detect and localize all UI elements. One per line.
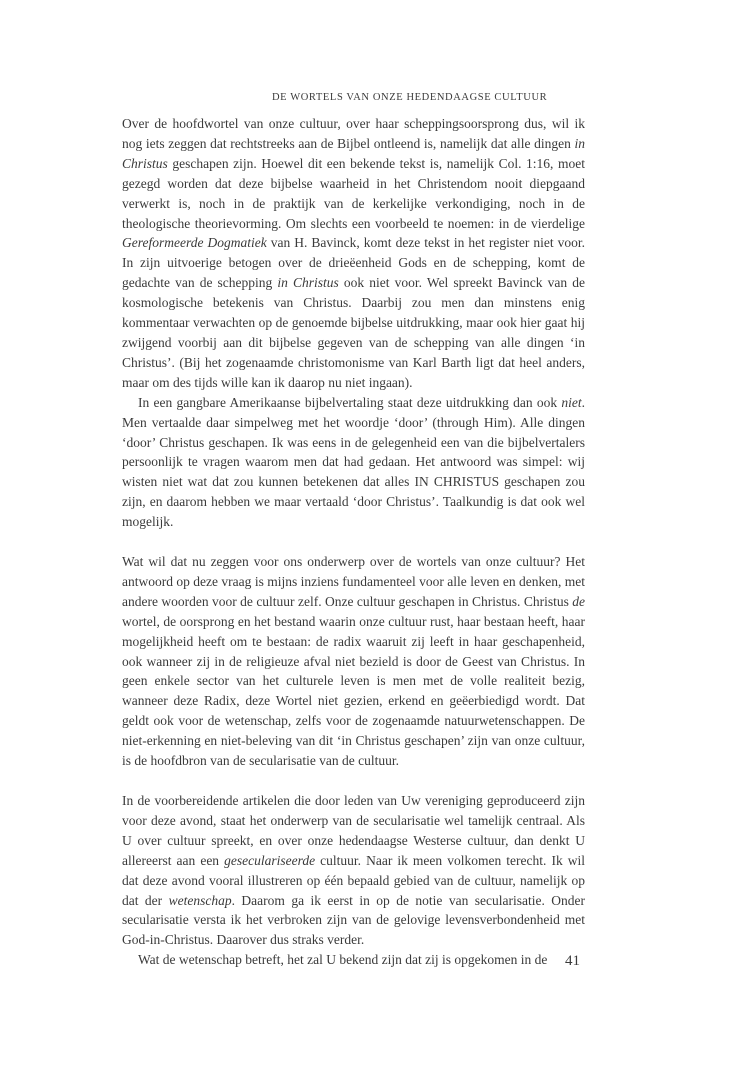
italic-text: in Christus	[277, 275, 339, 291]
text-run: In een gangbare Amerikaanse bijbelvertaling staat deze uitdrukking dan ook	[138, 394, 562, 410]
text-run: geschapen zijn. Hoewel dit een bekende tekst is, namelijk Col. 1:16, moet gezegd worden dat deze bijbelse waarheid in het Christendom nooit diepgaand verwerkt is, noch in de praktijk van de kerkelijke verkondiging, noch in de theologische theorievorming. Om slechts een voorbeeld te noemen: in de vierdelige	[122, 155, 585, 231]
italic-text: de	[572, 593, 585, 609]
page-number: 41	[565, 953, 580, 969]
paragraph-2	[122, 393, 585, 532]
text-run: Wat de wetenschap betreft, het zal U bekend zijn dat zij is opgekomen in de	[138, 952, 548, 968]
italic-text: wetenschap	[168, 892, 232, 908]
text-run: wortel, de oorsprong en het bestand waarin onze cultuur rust, haar bestaan heeft, haar mogelijkheid heeft om te bestaan: de radix waaruit zij leeft in haar geschapenheid, ook wanneer zij in de religieuze afval niet bezield is door de Geest van Christus. In geen enkele sector van het culturele leven is men met de volle realiteit bezig, wanneer deze Radix, deze Wortel niet gezien, erkend en geëerbiedigd wordt. Dat geldt ook voor de wetenschap, zelfs voor de zogenaamde natuurwetenschappen. De niet-erkenning en niet-beleving van dit ‘in Christus geschapen’ zijn van onze cultuur, is de hoofdbron van de secularisatie van de cultuur.	[122, 613, 585, 769]
text-run: . Daarom ga ik eerst in op de notie van secularisatie. Onder secularisatie versta ik het verbroken zijn van de gelovige levensverbondenheid met God-in-Christus. Daarover dus straks verder.	[122, 892, 586, 948]
body-text	[122, 114, 585, 970]
italic-text: niet	[561, 394, 582, 410]
running-header: DE WORTELS VAN ONZE HEDENDAAGSE CULTUUR	[272, 92, 548, 103]
paragraph-3	[122, 552, 585, 771]
italic-text: in Christus	[122, 135, 585, 171]
text-run: Wat wil dat nu zeggen voor ons onderwerp over de wortels van onze cultuur? Het antwoord op deze vraag is mijns inziens fundamenteel voor alle leven en denken, met andere woorden voor de cultuur zelf. Onze cultuur geschapen in Christus. Christus	[122, 554, 585, 609]
italic-text: Gereformeerde Dogmatiek	[122, 235, 267, 251]
text-run: In de voorbereidende artikelen die door leden van Uw vereniging geproduceerd zijn voor deze avond, staat het onderwerp van de secularisatie wel tamelijk centraal. Als U over cultuur spreekt, en over onze hedendaagse Westerse cultuur, dan denkt U allereerst aan een	[122, 793, 585, 868]
italic-text: geseculariseerde	[224, 852, 316, 868]
text-run: Over de hoofdwortel van onze cultuur, over haar scheppingsoorsprong dus, wil ik nog iets zeggen dat rechtstreeks aan de Bijbel ontleend is, namelijk dat alle dingen	[122, 116, 585, 151]
text-run: ook niet voor. Wel spreekt Bavinck van de kosmologische betekenis van Christus. Daarbij zou men dan minstens enig kommentaar verwachten op de genoemde bijbelse uitdrukking, maar ook hier gaat hij zwijgend voorbij aan dit bijbelse gegeven van de schepping van alle dingen ‘in Christus’. (Bij het zogenaamde christomonisme van Karl Barth ligt dat heel anders, maar om des tijds wille kan ik daarop nu niet ingaan).	[122, 275, 585, 390]
paragraph-1	[122, 114, 585, 393]
text-run: van H. Bavinck, komt deze tekst in het register niet voor. In zijn uitvoerige betogen over de drieëenheid Gods en de schepping, komt de gedachte van de schepping	[122, 235, 585, 291]
paragraph-4	[122, 791, 585, 950]
text-run: cultuur. Naar ik meen volkomen terecht. Ik wil dat deze avond vooral illustreren op één bepaald gebied van de cultuur, namelijk op dat der	[122, 852, 586, 908]
paragraph-5	[122, 950, 585, 970]
text-run: . Men vertaalde daar simpelweg met het woordje ‘door’ (through Him). Alle dingen ‘door’ Christus geschapen. Ik was eens in de gelegenheid een van die bijbelvertalers persoonlijk te vragen waarom men dat had gedaan. Het antwoord was simpel: wij wisten niet wat dat zou kunnen betekenen dat alles IN CHRISTUS geschapen zou zijn, en daarom hebben we maar vertaald ‘door Christus’. Taalkundig is dat ook wel mogelijk.	[122, 394, 585, 530]
